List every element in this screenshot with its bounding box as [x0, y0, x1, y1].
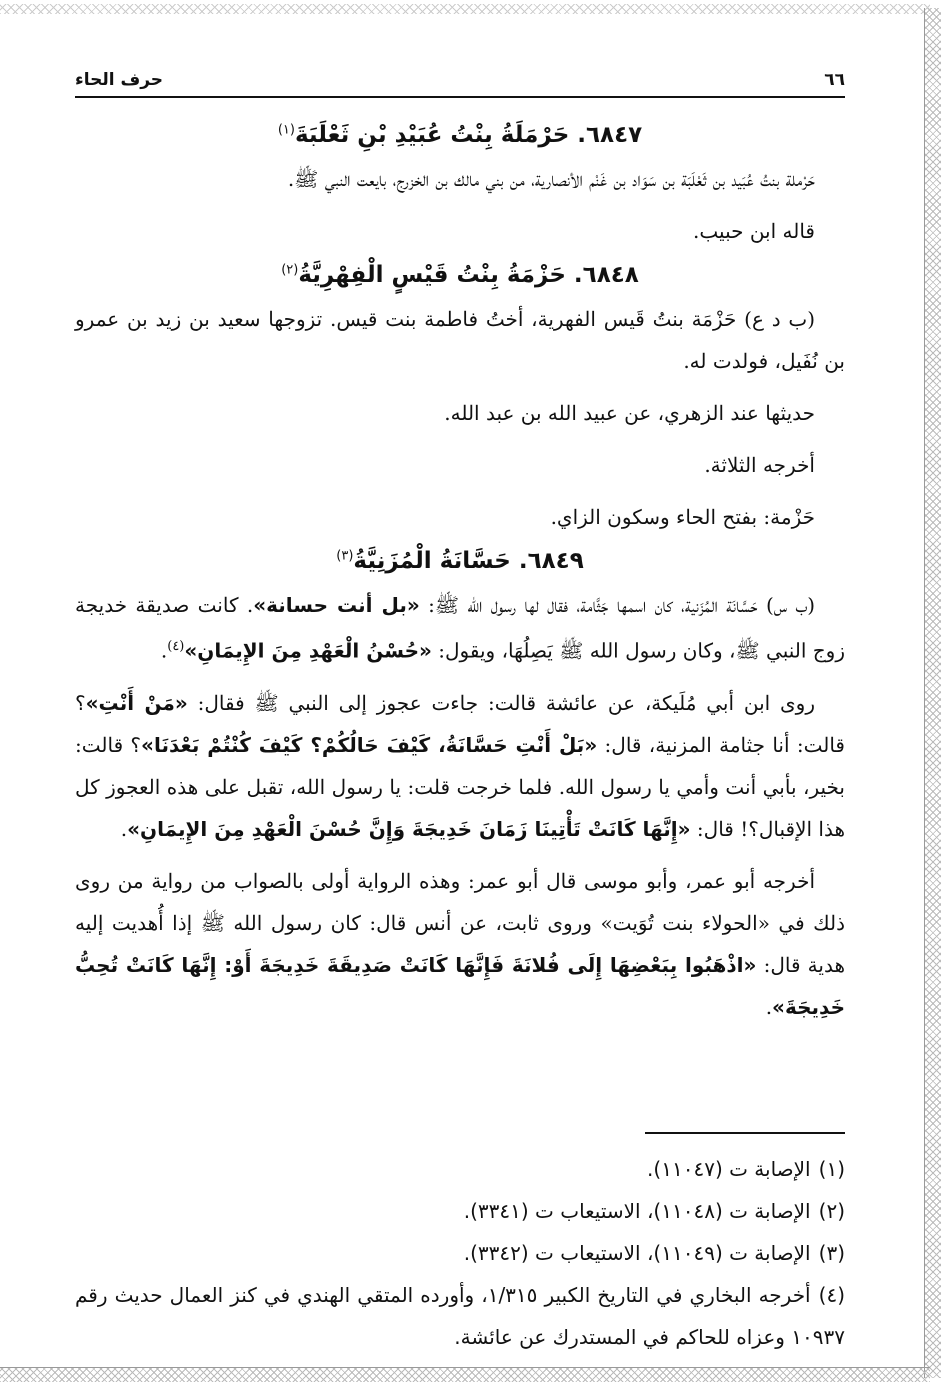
footnote-text: الإصابة ت (١١٠٤٧).	[647, 1157, 811, 1181]
hadith-quote: «مَنْ أَنْتِ»	[85, 690, 188, 715]
text-run: .	[160, 638, 168, 663]
entry-paragraph: قاله ابن حبيب.	[693, 219, 815, 243]
entry-6848	[75, 262, 845, 538]
text-run: .	[120, 816, 128, 841]
entry-6847	[75, 122, 845, 252]
footnote-marker: (٤)	[167, 639, 185, 654]
hadith-quote: «بل أنت حسانة»	[253, 593, 420, 617]
text-run: أخرجه أبو عمر، وأبو موسى قال أبو عمر: وهذه الرواية أولى بالصواب من رواية من روى ذلك في «الحولاء بنت تُوَيت» وروى ثابت، عن أنس قال: كان رسول الله ﷺ إذا أُهديت إليه هدية قال:	[75, 868, 845, 977]
hadith-quote: «حُسْنُ الْعَهْدِ مِنَ الإِيمَانِ»	[184, 638, 432, 663]
entry-paragraph: أخرجه الثلاثة.	[704, 453, 815, 477]
entry-title	[75, 122, 845, 148]
entry-title-text: ٦٨٤٧. حَرْمَلَةُ بِنْتُ عُبَيْدِ بْنِ ثَعْلَبَةَ	[294, 122, 643, 148]
entry-title	[75, 548, 845, 574]
entry-title-text: ٦٨٤٨. حَزْمَةُ بِنْتُ قَيْسٍ الْفِهْرِيَّةُ	[298, 262, 639, 288]
entry-paragraph	[75, 860, 845, 1028]
footnote-text: الإصابة ت (١١٠٤٨)، الاستيعاب ت (٣٣٤١).	[463, 1199, 811, 1223]
page-number: ٦٦	[824, 70, 845, 90]
entry-paragraph: حَرْملة بنتُ عُبَيد بن ثَعْلَبَة بن سَوَاد بن غَنْم الأنصارية، من بني مالك بن الخزرج، بايعت النبي ﷺ.	[287, 167, 815, 191]
footnote	[75, 1274, 845, 1358]
text-run: ؟ قالت: بخير، بأبي أنت وأمي يا رسول الله. فلما خرجت قلت: يا رسول الله، تقبل على هذه العجوز كل هذا الإقبال؟! قال:	[75, 732, 845, 841]
footnotes	[75, 1132, 845, 1358]
decorative-border-right	[924, 8, 941, 1378]
text-run: ؟ قالت: أنا جثامة المزنية، قال:	[75, 690, 845, 757]
footnote-marker: (٢)	[281, 262, 299, 278]
entry-paragraph: حديثها عند الزهري، عن عبيد الله بن عبد الله.	[444, 401, 815, 425]
decorative-border-bottom	[0, 1367, 930, 1382]
section-title: حرف الحاء	[75, 70, 164, 90]
text-run: . كانت صديقة خديجة زوج النبي ﷺ، وكان رسول الله ﷺ يَصِلُهَا، ويقول:	[75, 593, 845, 663]
text-run: روى ابن أبي مُلَيكة، عن عائشة قالت: جاءت عجوز إلى النبي ﷺ فقال:	[187, 690, 815, 715]
hadith-quote: «اذْهَبُوا بِبَعْضِهَا إِلَى فُلانَةَ فَإِنَّهَا كَانَتْ صَدِيقَةَ خَدِيجَةَ أَوْ: إِنَّهَا كَانَتْ تُحِبُّ خَدِيجَةَ»	[75, 952, 845, 1019]
footnote-number: (١)	[818, 1157, 845, 1181]
footnote-number: (٣)	[818, 1241, 845, 1265]
text-run: (ب س) حَسَّانَة المُزَنية، كان اسمها جَثَّامة، فقال لها رسول الله ﷺ:	[419, 593, 816, 617]
footnote-text: الإصابة ت (١١٠٤٩)، الاستيعاب ت (٣٣٤٢).	[463, 1241, 811, 1265]
page-body	[75, 70, 845, 1038]
footnote-rule	[645, 1132, 845, 1134]
hadith-quote: «إِنَّهَا كَانَتْ تَأْتِينَا زَمَانَ خَدِيجَةَ وَإِنَّ حُسْنَ الْعَهْدِ مِنَ الإِيمَانِ»	[127, 816, 691, 841]
footnote	[75, 1190, 845, 1232]
text-run: .	[765, 994, 773, 1019]
entry-paragraph: (ب د ع) حَزْمَة بنتُ قَيس الفهرية، أختُ فاطمة بنت قيس. تزوجها سعيد بن زيد بن عمرو بن نُفَيل، فولدت له.	[75, 307, 845, 373]
footnote-text: أخرجه البخاري في التاريخ الكبير ١/٣١٥، وأورده المتقي الهندي في كنز العمال حديث رقم ١٠٩٣٧ وعزاه للحاكم في المستدرك عن عائشة.	[75, 1283, 845, 1349]
entry-paragraph: حَزْمة: بفتح الحاء وسكون الزاي.	[550, 505, 815, 529]
footnote-marker: (٣)	[336, 548, 354, 564]
footnote-number: (٢)	[818, 1199, 845, 1223]
footnote	[75, 1148, 845, 1190]
footnote-marker: (١)	[277, 122, 295, 138]
entry-title-text: ٦٨٤٩. حَسَّانَةُ الْمُزَنِيَّةُ	[353, 548, 584, 574]
running-head	[75, 70, 845, 98]
entry-title	[75, 262, 845, 288]
footnote-number: (٤)	[818, 1283, 845, 1307]
entry-6849	[75, 548, 845, 1028]
entry-paragraph	[75, 682, 845, 850]
decorative-border-top	[0, 4, 930, 14]
entry-paragraph	[75, 584, 845, 672]
footnote	[75, 1232, 845, 1274]
hadith-quote: «بَلْ أَنْتِ حَسَّانَةُ، كَيْفَ حَالُكُمْ؟ كَيْفَ كُنْتُمْ بَعْدَنَا»	[141, 732, 598, 757]
